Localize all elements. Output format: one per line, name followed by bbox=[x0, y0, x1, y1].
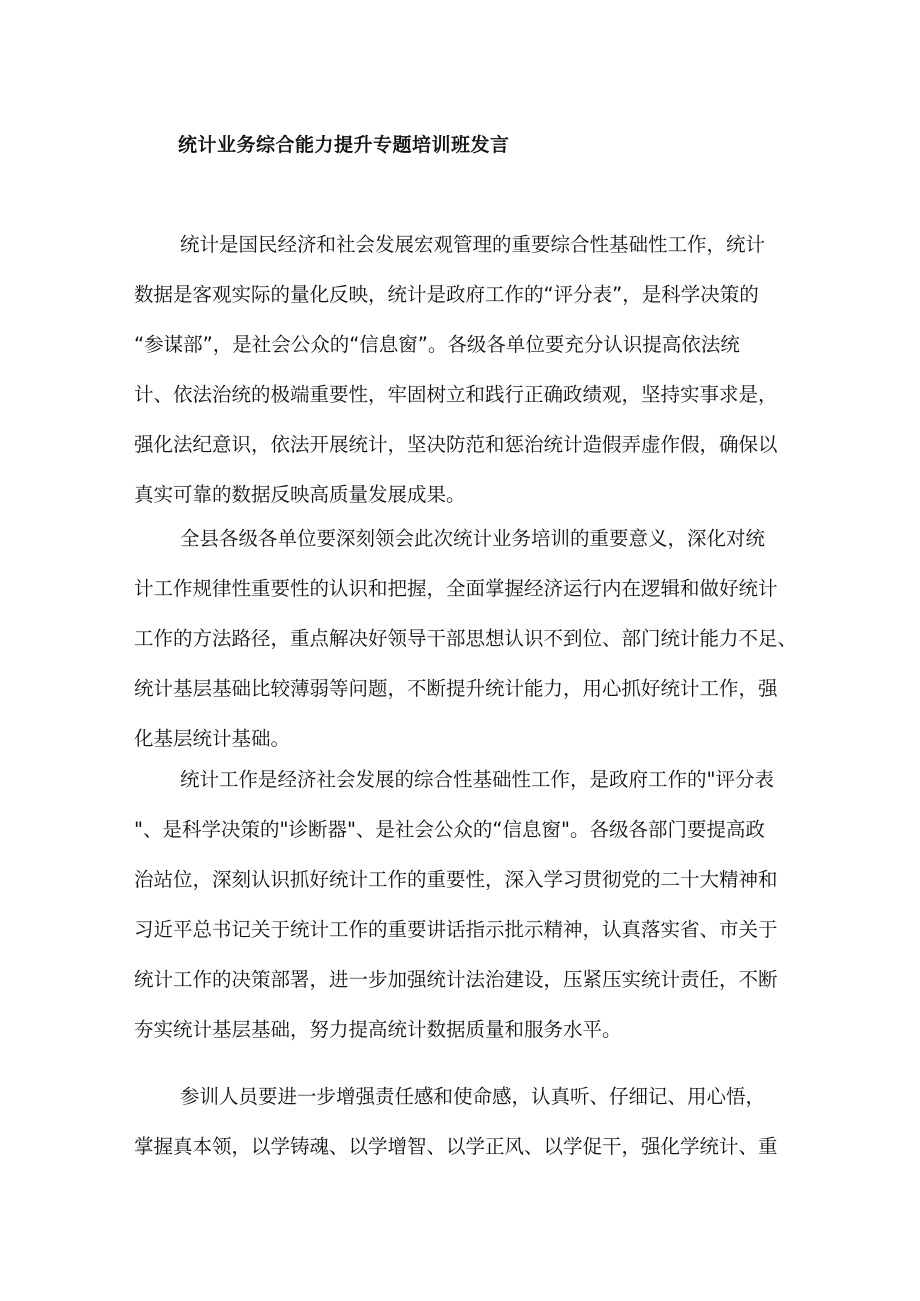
paragraph-4 bbox=[134, 1072, 794, 1172]
document-title: 统计业务综合能力提升专题培训班发言 bbox=[178, 134, 510, 156]
paragraph-line: 全县各级各单位要深刻领会此次统计业务培训的重要意义，深化对统 bbox=[180, 527, 766, 550]
paragraph-line: 统计工作的决策部署，进一步加强统计法治建设，压紧压实统计责任，不断 bbox=[134, 968, 778, 991]
paragraph-line: "、是科学决策的"诊断器"、是社会公众的“信息窗"。各级各部门要提高政 bbox=[134, 818, 765, 841]
paragraph-line: 夯实统计基层基础，努力提高统计数据质量和服务水平。 bbox=[134, 1018, 622, 1041]
paragraph-line: 化基层统计基础。 bbox=[134, 727, 291, 750]
paragraph-line: “参谋部”，是社会公众的“信息窗”。各级各单位要充分认识提高依法统 bbox=[134, 333, 740, 356]
paragraph-2 bbox=[134, 514, 798, 764]
paragraph-line: 参训人员要进一步增强责任感和使命感，认真听、仔细记、用心悟， bbox=[180, 1085, 766, 1108]
paragraph-line: 计工作规律性重要性的认识和把握，全面掌握经济运行内在逻辑和做好统计 bbox=[134, 577, 778, 600]
paragraph-line: 统计基层基础比较薄弱等问题，不断提升统计能力，用心抓好统计工作，强 bbox=[134, 677, 778, 700]
paragraph-1 bbox=[134, 220, 794, 520]
paragraph-3 bbox=[134, 755, 794, 1055]
paragraph-line: 习近平总书记关于统计工作的重要讲话指示批示精神，认真落实省、市关于 bbox=[134, 918, 778, 941]
paragraph-line: 统计工作是经济社会发展的综合性基础性工作，是政府工作的"评分表 bbox=[180, 768, 774, 791]
paragraph-line: 工作的方法路径，重点解决好领导干部思想认识不到位、部门统计能力不足、 bbox=[134, 627, 798, 650]
paragraph-line: 统计是国民经济和社会发展宏观管理的重要综合性基础性工作，统计 bbox=[180, 233, 766, 256]
paragraph-line: 治站位，深刻认识抓好统计工作的重要性，深入学习贯彻党的二十大精神和 bbox=[134, 868, 778, 891]
paragraph-line: 真实可靠的数据反映高质量发展成果。 bbox=[134, 483, 466, 506]
paragraph-line: 强化法纪意识，依法开展统计，坚决防范和惩治统计造假弄虚作假，确保以 bbox=[134, 433, 778, 456]
paragraph-line: 计、依法治统的极端重要性，牢固树立和践行正确政绩观，坚持实事求是， bbox=[134, 383, 778, 406]
paragraph-line: 掌握真本领，以学铸魂、以学增智、以学正风、以学促干，强化学统计、重 bbox=[134, 1135, 778, 1158]
paragraph-line: 数据是客观实际的量化反映，统计是政府工作的“评分表”，是科学决策的 bbox=[134, 283, 759, 306]
